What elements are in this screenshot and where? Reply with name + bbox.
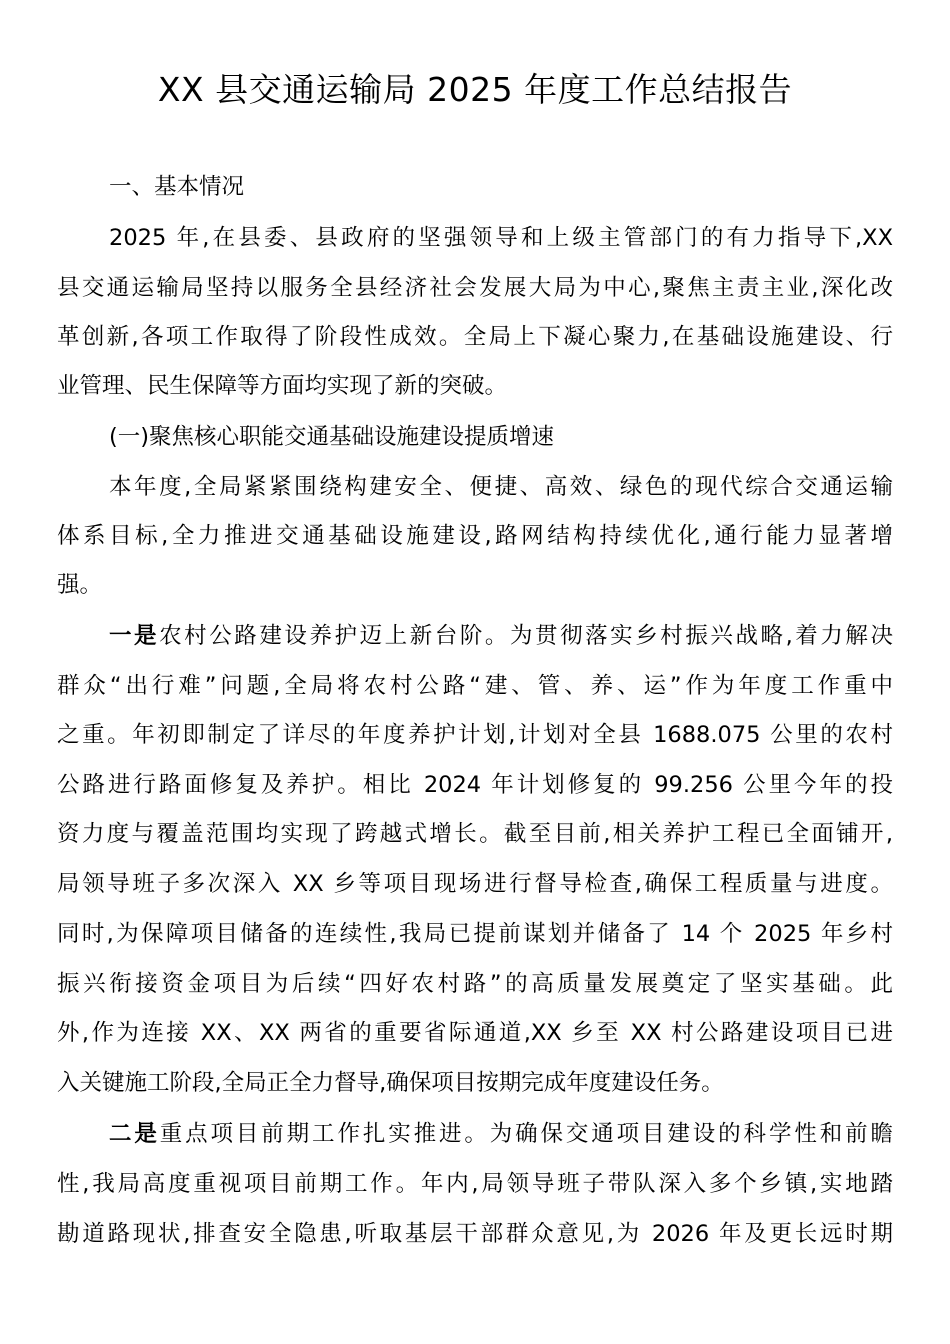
line-text: 2025 年,在县委、县政府的坚强领导和上级主管部门的有力指导下,XX <box>109 225 893 251</box>
text-line <box>109 222 893 254</box>
line-text: 入关键施工阶段,全局正全力督导,确保项目按期完成年度建设任务。 <box>57 1070 724 1096</box>
text-line <box>109 171 893 203</box>
text-line <box>57 968 893 1000</box>
text-line <box>57 670 893 702</box>
text-line <box>109 421 893 453</box>
text-line <box>57 918 893 950</box>
line-text: 振兴衔接资金项目为后续“四好农村路”的高质量发展奠定了坚实基础。此 <box>57 971 893 997</box>
line-text: (一)聚焦核心职能交通基础设施建设提质增速 <box>109 424 555 450</box>
text-line <box>57 569 893 601</box>
document-title: XX 县交通运输局 2025 年度工作总结报告 <box>157 70 793 109</box>
line-text: 业管理、民生保障等方面均实现了新的突破。 <box>57 373 508 399</box>
text-line <box>57 370 893 402</box>
text-line <box>57 769 893 801</box>
line-text: 外,作为连接 XX、XX 两省的重要省际通道,XX 乡至 XX 村公路建设项目已进 <box>57 1020 893 1046</box>
line-text: 强。 <box>57 572 103 598</box>
line-text: 群众“出行难”问题,全局将农村公路“建、管、养、运”作为年度工作重中 <box>57 673 893 699</box>
text-line <box>109 471 893 503</box>
bold-lead-text: 二是 <box>109 1121 160 1147</box>
line-text: 公路进行路面修复及养护。相比 2024 年计划修复的 99.256 公里今年的投 <box>57 772 893 798</box>
line-text: 一、基本情况 <box>109 174 245 200</box>
text-line <box>57 1067 893 1099</box>
text-line <box>109 620 893 652</box>
text-line <box>57 1168 893 1200</box>
text-line <box>57 1218 893 1250</box>
line-text: 农村公路建设养护迈上新台阶。为贯彻落实乡村振兴战略,着力解决 <box>159 623 893 649</box>
line-text: 勘道路现状,排查安全隐患,听取基层干部群众意见,为 2026 年及更长远时期 <box>57 1221 893 1247</box>
line-text: 革创新,各项工作取得了阶段性成效。全局上下凝心聚力,在基础设施建设、行 <box>57 324 893 350</box>
line-text: 性,我局高度重视项目前期工作。年内,局领导班子带队深入多个乡镇,实地踏 <box>57 1171 893 1197</box>
line-text: 资力度与覆盖范围均实现了跨越式增长。截至目前,相关养护工程已全面铺开, <box>57 821 893 847</box>
line-text: 之重。年初即制定了详尽的年度养护计划,计划对全县 1688.075 公里的农村 <box>57 722 893 748</box>
text-line <box>57 1017 893 1049</box>
line-text: 同时,为保障项目储备的连续性,我局已提前谋划并储备了 14 个 2025 年乡村 <box>57 921 893 947</box>
line-text: 局领导班子多次深入 XX 乡等项目现场进行督导检查,确保工程质量与进度。 <box>57 871 893 897</box>
text-line <box>57 719 893 751</box>
text-line <box>57 868 893 900</box>
line-text: 重点项目前期工作扎实推进。为确保交通项目建设的科学性和前瞻 <box>159 1121 893 1147</box>
line-text: 体系目标,全力推进交通基础设施建设,路网结构持续优化,通行能力显著增 <box>57 523 893 549</box>
text-line <box>57 321 893 353</box>
line-text: 县交通运输局坚持以服务全县经济社会发展大局为中心,聚焦主责主业,深化改 <box>57 275 893 301</box>
text-line <box>109 1118 893 1150</box>
text-line <box>57 272 893 304</box>
text-line <box>57 818 893 850</box>
line-text: 本年度,全局紧紧围绕构建安全、便捷、高效、绿色的现代综合交通运输 <box>109 474 893 500</box>
bold-lead-text: 一是 <box>109 623 160 649</box>
text-line <box>57 520 893 552</box>
